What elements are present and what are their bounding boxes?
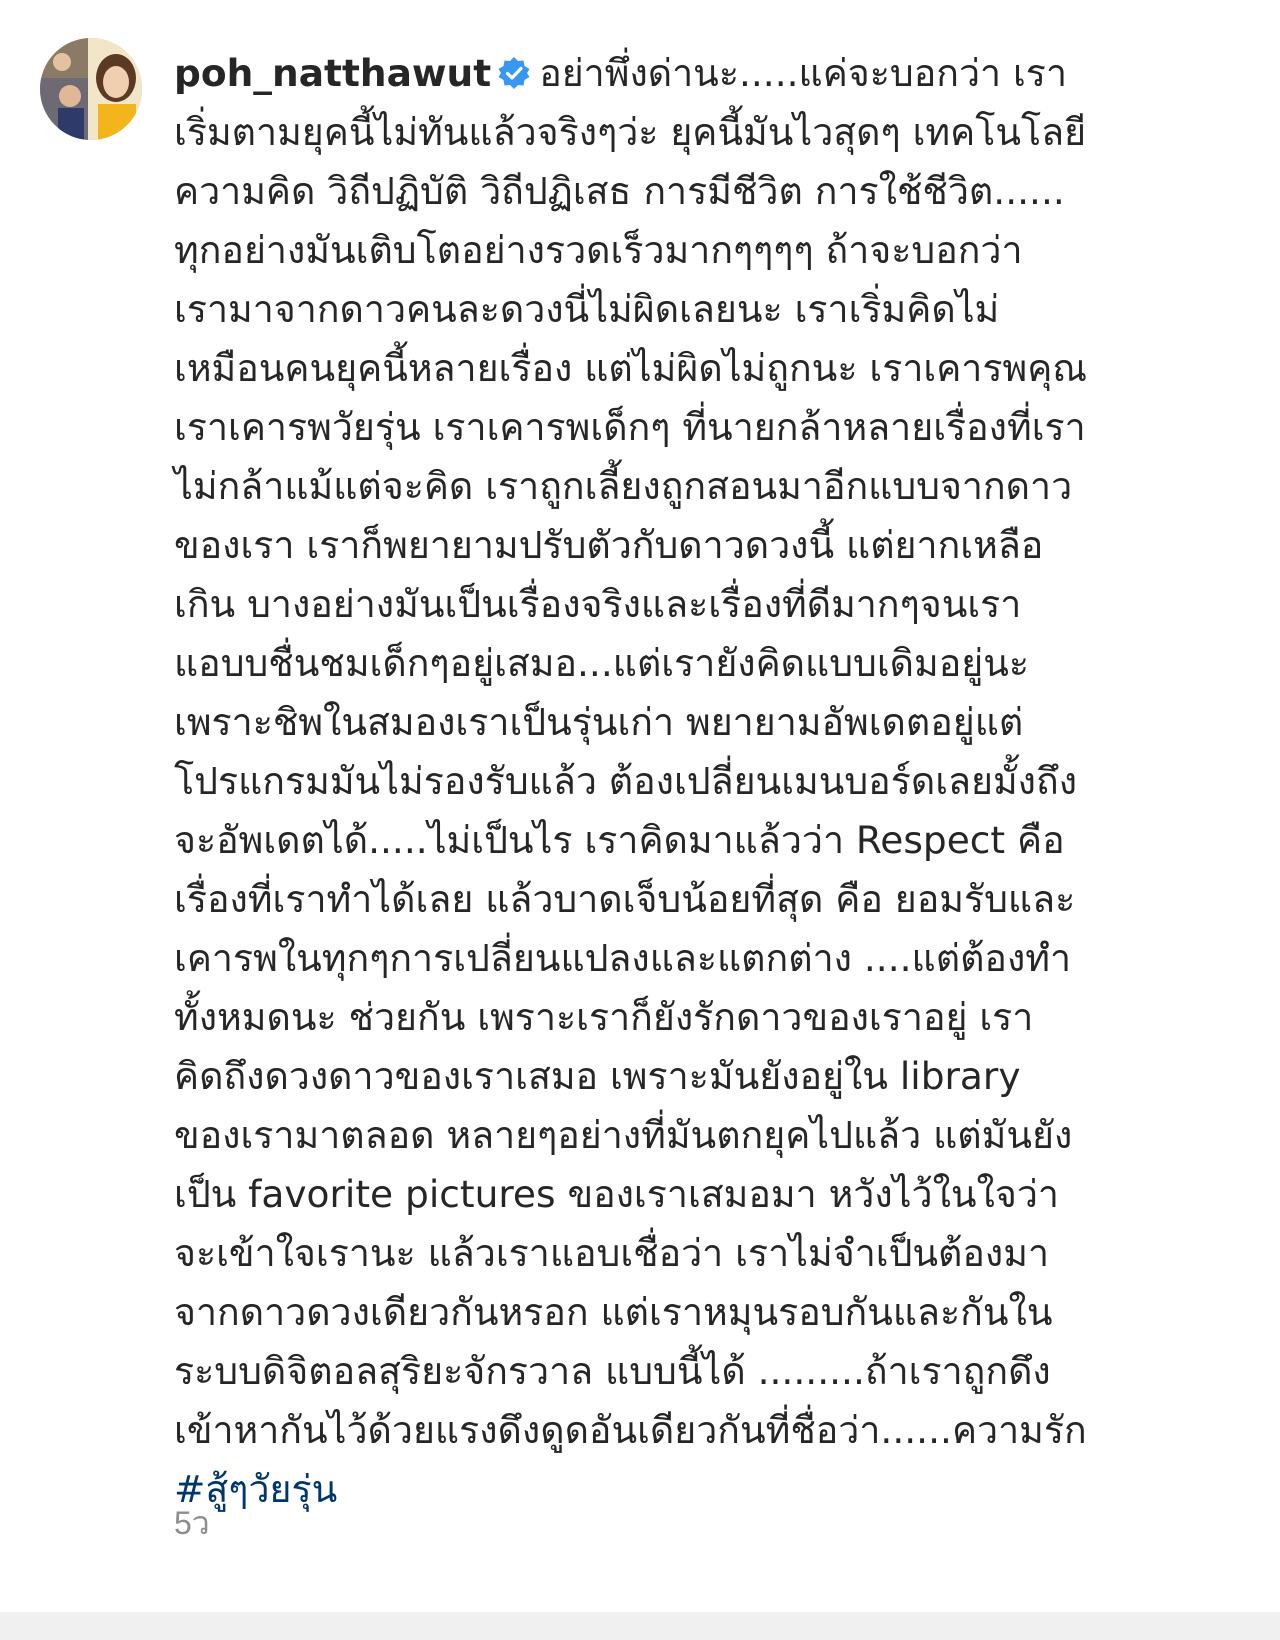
- caption-line: ของเรา เราก็พยายามปรับตัวกับดาวดวงนี้ แต่ยากเหลือ: [174, 523, 1044, 567]
- caption-line: เรื่องที่เราทำได้เลย แล้วบาดเจ็บน้อยที่สุด คือ ยอมรับและ: [174, 877, 1076, 921]
- caption-line: เพราะชิพในสมองเราเป็นรุ่นเก่า พยายามอัพเดตอยู่แต่: [174, 700, 1024, 744]
- caption-line: เข้าหากันไว้ด้วยแรงดึงดูดอันเดียวกันที่ชื่อว่า......ความรัก: [174, 1408, 1087, 1452]
- caption-line: โปรแกรมมันไม่รองรับแล้ว ต้องเปลี่ยนเมนบอร์ดเลยมั้งถึง: [174, 759, 1078, 803]
- bottom-divider: [0, 1612, 1280, 1640]
- caption-line: ของเรามาตลอด หลายๆอย่างที่มันตกยุคไปแล้ว แต่มันยัง: [174, 1113, 1073, 1157]
- caption-line: เกิน บางอย่างมันเป็นเรื่องจริงและเรื่องที่ดีมากๆจนเรา: [174, 582, 1022, 626]
- caption-line: เป็น favorite pictures ของเราเสมอมา หวังไว้ในใจว่า: [174, 1172, 1059, 1216]
- caption-line: ทั้งหมดนะ ช่วยกัน เพราะเราก็ยังรักดาวของเราอยู่ เรา: [174, 995, 1034, 1039]
- caption-line: เริ่มตามยุคนี้ไม่ทันแล้วจริงๆว่ะ ยุคนี้มันไวสุดๆ เทคโนโลยี: [174, 110, 1087, 154]
- caption-line: เคารพในทุกๆการเปลี่ยนแปลงและแตกต่าง ....แต่ต้องทำ: [174, 936, 1072, 980]
- caption-line: ไม่กล้าแม้แต่จะคิด เราถูกเลี้ยงถูกสอนมาอีกแบบจากดาว: [174, 464, 1073, 508]
- verified-badge-icon: [497, 56, 531, 90]
- caption-line: ระบบดิจิตอลสุริยะจักรวาล แบบนี้ได้ .........ถ้าเราถูกดึง: [174, 1349, 1051, 1393]
- caption-line: คิดถึงดวงดาวของเราเสมอ เพราะมันยังอยู่ใน library: [174, 1054, 1021, 1098]
- avatar-photo: [40, 38, 142, 140]
- caption-line: จะอัพเดตได้.....ไม่เป็นไร เราคิดมาแล้วว่า Respect คือ: [174, 818, 1065, 862]
- hashtag-link[interactable]: #สู้ๆวัยรุ่น: [174, 1467, 338, 1511]
- caption-line: เรามาจากดาวคนละดวงนี่ไม่ผิดเลยนะ เราเริ่มคิดไม่: [174, 287, 1000, 331]
- caption-line: เหมือนคนยุคนี้หลายเรื่อง แต่ไม่ผิดไม่ถูกนะ เราเคารพคุณ: [174, 346, 1088, 390]
- caption-line: จะเข้าใจเรานะ แล้วเราแอบเชื่อว่า เราไม่จำเป็นต้องมา: [174, 1231, 1050, 1275]
- post-caption: [174, 44, 1234, 1519]
- caption-text: อย่าพึ่งด่านะ.....แค่จะบอกว่า เรา: [539, 51, 1068, 95]
- caption-line: จากดาวดวงเดียวกันหรอก แต่เราหมุนรอบกันและกันใน: [174, 1290, 1053, 1334]
- caption-line: แอบบชื่นชมเด็กๆอยู่เสมอ...แต่เรายังคิดแบบเดิมอยู่นะ: [174, 641, 1029, 685]
- avatar[interactable]: [40, 38, 142, 140]
- caption-line: ความคิด วิถีปฏิบัติ วิถีปฏิเสธ การมีชีวิต การใช้ชีวิต......: [174, 169, 1065, 213]
- username-link[interactable]: poh_natthawut: [174, 51, 492, 95]
- caption-line: ทุกอย่างมันเติบโตอย่างรวดเร็วมากๆๆๆๆ ถ้าจะบอกว่า: [174, 228, 1023, 272]
- post-timestamp[interactable]: 5ว: [174, 1505, 210, 1541]
- caption-line: เราเคารพวัยรุ่น เราเคารพเด็กๆ ที่นายกล้าหลายเรื่องที่เรา: [174, 405, 1086, 449]
- caption-first-line: [174, 44, 1234, 103]
